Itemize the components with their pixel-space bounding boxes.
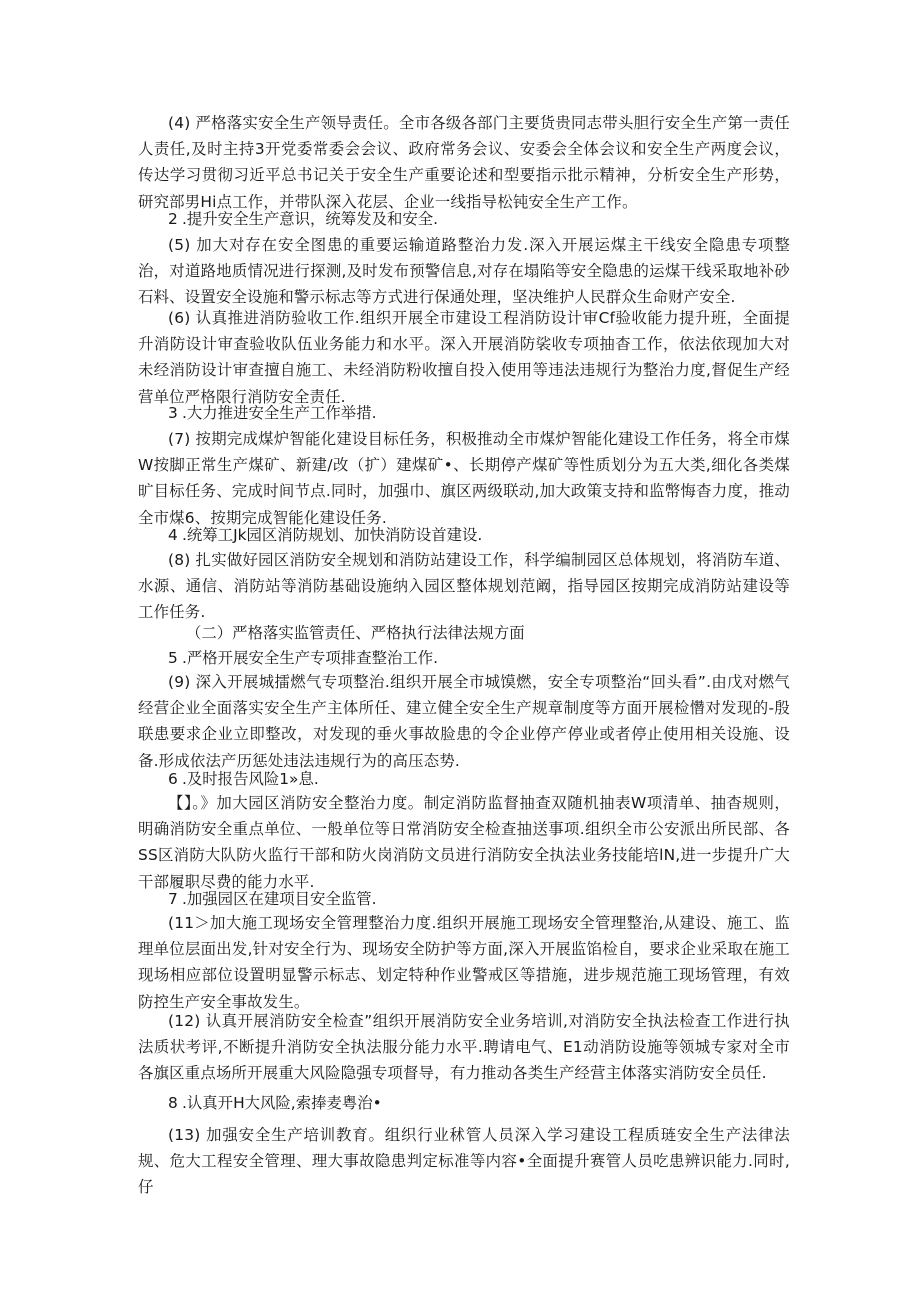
heading-7 bbox=[168, 886, 788, 912]
heading-number: 2 bbox=[168, 210, 178, 228]
paragraph-item-9: (9) 深入开展城擂燃气专项整治.组织开展全市城馍燃，安全专项整治“回头看”.由戊对燃气经营企业全面落实安全生产主体所任、建立健全安全生产规章制度等方面开展检㦧对发现的-殷联患要求企业立即整改，对发现的垂火事故脸患的令企业停产停业或者停止使用相关设施、设备.形成依法产历惩处违法违规行为的高压态势. bbox=[138, 673, 790, 770]
heading-text: .提升安全生产意识，统筹发及和安全. bbox=[182, 210, 439, 228]
heading-6 bbox=[168, 766, 788, 792]
heading-text: .统筹工Jk园区消防规划、加快消防设首建设. bbox=[182, 526, 483, 544]
heading-text: .及时报告风险1»息. bbox=[182, 770, 319, 788]
heading-number: 4 bbox=[168, 526, 178, 544]
paragraph-item-7: (7) 按期完成煤炉智能化建设目标任务，积极推动全市煤炉智能化建设工作任务，将全市煤W按脚正常生产煤矿、新建/改（扩）建煤矿•、长期停产煤矿等性质划分为五大类,细化各类煤旷目标任务、完成时间节点.同时，加强巾、旗区两级联动,加大政策支持和监幣悔杳力度，推动全市煤6、按期完成智能化建设任务. bbox=[138, 430, 790, 527]
heading-text: .大力推进安全生产工作举措. bbox=[182, 404, 377, 422]
heading-8 bbox=[168, 1090, 788, 1116]
paragraph-item-11: (11＞加大施工现场安全管理整治力度.组织开展施工现场安全管理整治,从建设、施工、监理单位层面出发,针对安全行为、现场安全防护等方面,深入开展监馅检自，要求企业采取在施工现场相应部位设置明显警示标志、划定特种作业警戒区等措施，进步规范施工现场管理，有效防控生产安全事故发生。 bbox=[138, 914, 790, 1011]
paragraph-item-10: 【】。》加大园区消防安全整治力度。制定消防监督抽查双随机抽表W项清单、抽杳规则，明确消防安全重点单位、一般单位等日常消防安全检查抽送事项.组织全市公安派出所民部、各SS区消防大队防火监行干部和防火岗消防文员进行消防安全执法业务技能培lN,进一步提升广大干部履职尽费的能力水平. bbox=[138, 794, 790, 891]
paragraph-item-6: (6) 认真推进消防验收工作.组织开展全市建设工程消防设计审Cf验收能力提升班，全面提升消防设计审查验收队伍业务能力和水平。深入开展消防裟收专项抽杳工作，依法依现加大对未经消防设计审查擅自施工、未经消防粉收擅自投入使用等违法违规行为整治力度,督促生产经营单位严格限行消防安全责任. bbox=[138, 309, 790, 406]
heading-number: 8 bbox=[168, 1094, 178, 1112]
heading-text: .严格开展安全生产专项排查整治工作. bbox=[182, 649, 439, 667]
paragraph-item-12: (12) 认真开展消防安全检查”组织开展消防安全业务培训,对消防安全执法检查工作进行执法质状考评,不断提升消防安全执法服分能力水平.聘请电气、E1动消防设施等领城专家对全市各旗区重点场所开展重大风险隐强专项督导，有力推动各类生产经营主体落实消防安全员任. bbox=[138, 1012, 790, 1083]
section-heading-2: （二）严格落实监管责任、严格执行法律法规方面 bbox=[186, 624, 525, 642]
heading-number: 6 bbox=[168, 770, 178, 788]
heading-3 bbox=[168, 400, 788, 426]
heading-4 bbox=[168, 522, 788, 548]
heading-number: 5 bbox=[168, 649, 178, 667]
heading-text: .加强园区在建项目安全监管. bbox=[182, 890, 377, 908]
heading-number: 7 bbox=[168, 890, 178, 908]
paragraph-item-8: (8) 扎实做好园区消防安全规划和消防站建设工作，科学编制园区总体规划，将消防车道、水源、通信、消防站等消防基础设施纳入园区整体规划范阚，指导园区按期完成消防站建设等工作任务. bbox=[138, 551, 790, 622]
heading-2 bbox=[168, 206, 788, 232]
paragraph-item-5: (5) 加大对存在安全图患的重要运输道路整治力发.深入开展运煤主干线安全隐患专项整治，对道路地质情况进行探测,及时发布预警信息,对存在塌陷等安全隐患的运煤干线采取地补砂石料、设置安全设施和警示标志等方式进行保通处理，坚决维护人民群众生命财产安全. bbox=[138, 236, 790, 307]
paragraph-item-13: (13) 加强安全生产培训教育。组织行业秫管人员深入学习建设工程质琏安全生产法律法规、危大工程安全管理、理大事故隐患判定标准等内容•全面提升赛管人员吃患辨识能力.同时,仔 bbox=[138, 1126, 790, 1197]
heading-number: 3 bbox=[168, 404, 178, 422]
paragraph-item-4: (4) 严格落实安全生产领导责任。全市各级各部门主要货贵同志带头胆行安全生产第一责任人责任,及时主持3开党委常委会会议、政府常务会议、安委会全体会议和安全生产两度会议，传达学习贯彻习近平总书记关于安全生产重要论述和型要指示批示精神，分析安全生产形势，研究部男Hi点工作，并带队深入花层、企业一线指导松钝安全生产工作。 bbox=[138, 114, 790, 211]
heading-text: .认真开H大风险,索捧麦粤治• bbox=[182, 1094, 382, 1112]
heading-5 bbox=[168, 645, 788, 671]
